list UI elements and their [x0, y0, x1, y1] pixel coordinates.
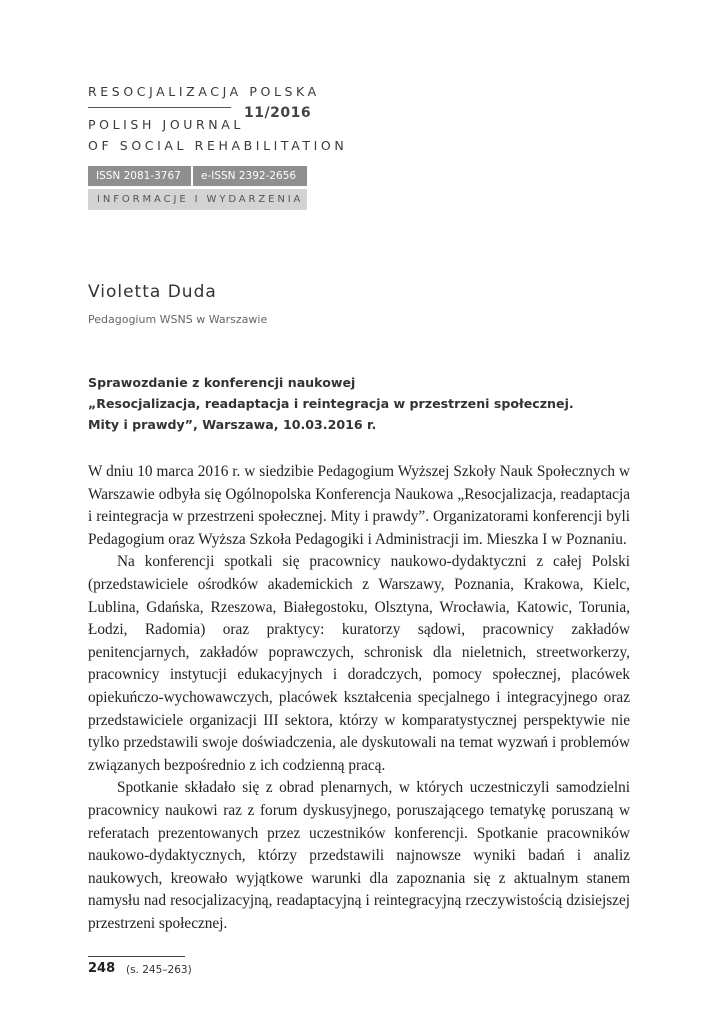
journal-title-en-line1: POLISH JOURNAL [88, 117, 244, 132]
body-paragraph: Spotkanie składało się z obrad plenarnych, w których uczestniczyli samodzielni pracownicy naukowi raz z forum dyskusyjnego, poruszającego tematykę poruszaną w referatach prezentowanych przez uczestników konferencji. Spotkanie pracowników naukowo-dydaktycznych, którzy przedstawili najnowsze wyniki badań i analiz naukowych, kreowało wyjątkowe warunki dla zapoznania się z aktualnym stanem namysłu nad resocjalizacyjną, readaptacyjną i reintegracyjną rzeczywistością dzisiejszej przestrzeni społecznej. [88, 779, 630, 932]
author-name: Violetta Duda [88, 282, 217, 302]
issue-number: 11/2016 [244, 105, 312, 121]
body-paragraph: W dniu 10 marca 2016 r. w siedzibie Pedagogium Wyższej Szkoły Nauk Społecznych w Warszawie odbyła się Ogólnopolska Konferencja Naukowa „Resocjalizacja, readaptacja i reintegracja w przestrzeni społecznej. Mity i prawdy”. Organizatorami konferencji byli Pedagogium oraz Wyższa Szkoła Pedagogiki i Administracji im. Mieszka I w Poznaniu. [88, 463, 630, 548]
article-title-line3: Mity i prawdy”, Warszawa, 10.03.2016 r. [88, 417, 377, 432]
page-number: 248 [88, 961, 116, 976]
page-range: (s. 245–263) [126, 964, 192, 976]
article-body [88, 461, 630, 935]
journal-title-en-line2: OF SOCIAL REHABILITATION [88, 138, 348, 153]
section-label: INFORMACJE I WYDARZENIA [88, 189, 307, 210]
journal-title-pl: RESOCJALIZACJA POLSKA [88, 84, 320, 99]
footer-rule [88, 956, 185, 957]
body-paragraph: Na konferencji spotkali się pracownicy naukowo-dydaktyczni z całej Polski (przedstawiciele ośrodków akademickich z Warszawy, Poznania, Krakowa, Kielc, Lublina, Gdańska, Rzeszowa, Białegostoku, Olsztyna, Wrocławia, Katowic, Torunia, Łodzi, Radomia) oraz praktycy: kuratorzy sądowi, pracownicy zakładów penitencjarnych, zakładów poprawczych, schronisk dla nieletnich, streetworkerzy, pracownicy instytucji edukacyjnych i doradczych, pomocy społecznej, placówek opiekuńczo-wychowawczych, placówek kształcenia specjalnego i integracyjnego oraz przedstawiciele organizacji III sektora, którzy w komparatystycznej perspektywie nie tylko przedstawili swoje doświadczenia, ale dyskutowali na temat wyzwań i problemów związanych bezpośrednio z ich codzienną pracą. [88, 553, 630, 774]
issn-badge: ISSN 2081-3767 [88, 166, 191, 186]
article-title-line1: Sprawozdanie z konferencji naukowej [88, 375, 356, 390]
article-title [88, 372, 574, 435]
journal-title-rule [88, 107, 231, 108]
eissn-badge: e-ISSN 2392-2656 [193, 166, 307, 186]
author-affiliation: Pedagogium WSNS w Warszawie [88, 313, 268, 326]
article-title-line2: „Resocjalizacja, readaptacja i reintegracja w przestrzeni społecznej. [88, 396, 574, 411]
